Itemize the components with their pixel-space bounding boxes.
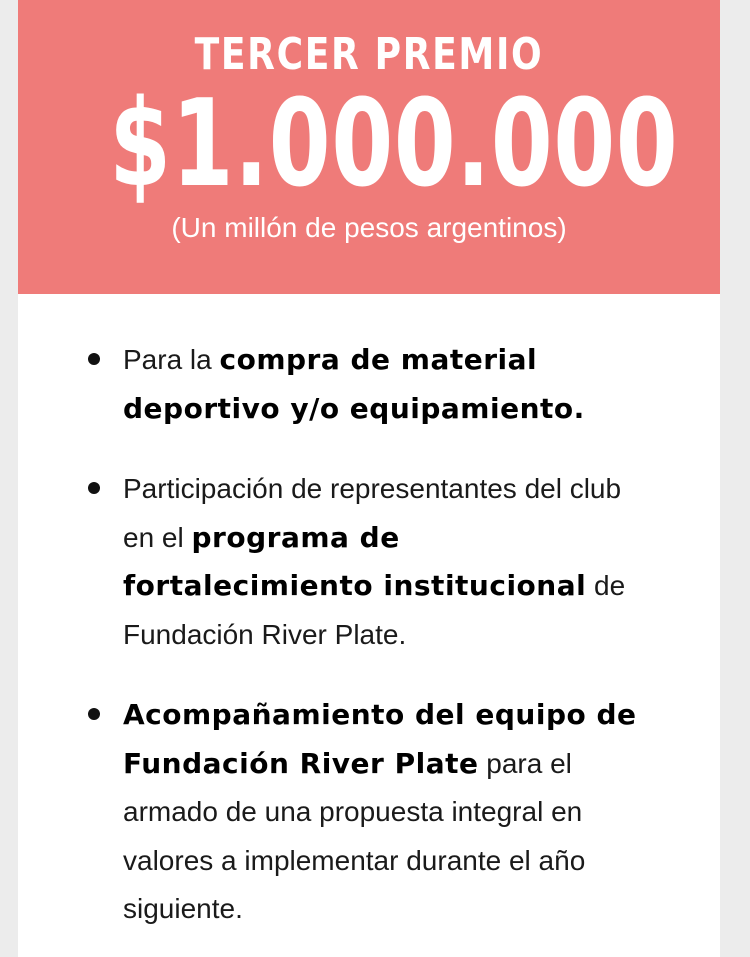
- benefits-list: [18, 336, 720, 934]
- benefit-item-equipment: [18, 336, 720, 433]
- benefit-highlight: programa de fortalecimiento institucional: [123, 520, 587, 602]
- benefit-highlight: Acompañamiento del equipo de Fundación River Plate: [123, 698, 637, 780]
- benefit-highlight: compra de material deportivo y/o equipamiento.: [123, 343, 585, 425]
- prize-amount: $1.000.000: [109, 75, 679, 214]
- benefit-text: para el armado de una propuesta integral en valores a implementar durante el año siguiente.: [123, 747, 586, 924]
- benefit-item-program: [18, 465, 720, 659]
- bullet-icon: [88, 353, 100, 365]
- prize-rank-label: TERCER PREMIO: [194, 29, 544, 80]
- benefit-text: Para la: [123, 344, 220, 375]
- prize-currency-note: (Un millón de pesos argentinos): [171, 212, 567, 243]
- bullet-icon: [88, 482, 100, 494]
- benefit-text: Participación de representantes del club en el: [123, 473, 622, 553]
- bullet-icon: [88, 708, 100, 720]
- benefit-item-support: [18, 691, 720, 934]
- prize-banner: [18, 0, 720, 294]
- benefit-text: de Fundación River Plate.: [123, 570, 626, 650]
- prize-card: [18, 0, 720, 957]
